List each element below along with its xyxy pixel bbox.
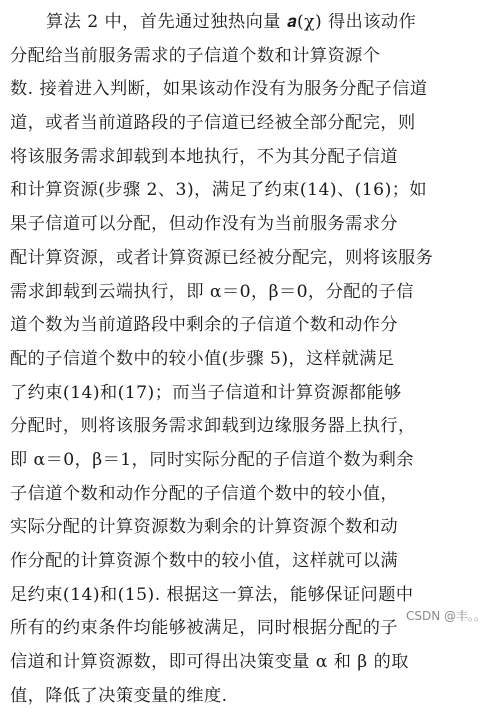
paragraph-line: 了约束(14)和(17)；而当子信道和计算资源都能够 xyxy=(10,382,402,403)
paragraph-line: 道，或者当前道路段的子信道已经被全部分配完，则 xyxy=(10,113,416,134)
paragraph-line: 子信道个数和动作分配的子信道个数中的较小值， xyxy=(10,483,399,504)
paragraph-line: 配计算资源，或者计算资源已经被分配完，则将该服务 xyxy=(10,247,434,268)
paragraph-line: 分配给当前服务需求的子信道个数和计算资源个 xyxy=(10,45,381,66)
paragraph-line: 和计算资源(步骤 2、3)，满足了约束(14)、(16)；如 xyxy=(10,180,427,201)
paragraph-line: 分配时，则将该服务需求卸载到边缘服务器上执行， xyxy=(10,416,416,437)
paragraph-line: 即 α＝0，β＝1，同时实际分配的子信道个数为剩余 xyxy=(10,449,414,470)
paragraph-line: 果子信道可以分配，但动作没有为当前服务需求分 xyxy=(10,214,399,235)
paragraph-line: 足约束(14)和(15). 根据这一算法，能够保证问题中 xyxy=(10,584,414,605)
paragraph-line: 值，降低了决策变量的维度. xyxy=(10,685,228,706)
paragraph-line: 道个数为当前道路段中剩余的子信道个数和动作分 xyxy=(10,315,399,336)
paragraph-line: 算法 2 中，首先通过独热向量 𝒂(χ) 得出该动作 xyxy=(46,12,417,32)
paragraph-line: 数. 接着进入判断，如果该动作没有为服务分配子信道 xyxy=(10,79,428,100)
paragraph-line: 信道和计算资源数，即可得出决策变量 α 和 β 的取 xyxy=(10,652,409,673)
csdn-watermark: CSDN @丰。。 xyxy=(405,609,486,623)
paragraph-line: 所有的约束条件均能够被满足，同时根据分配的子 xyxy=(10,618,399,639)
paragraph-line: 将该服务需求卸载到本地执行，不为其分配子信道 xyxy=(10,146,399,167)
paragraph-line: 实际分配的计算资源数为剩余的计算资源个数和动 xyxy=(10,517,399,538)
paragraph-line: 需求卸载到云端执行，即 α＝0，β＝0，分配的子信 xyxy=(10,281,414,302)
paragraph-line: 配的子信道个数中的较小值(步骤 5)，这样就满足 xyxy=(10,348,395,369)
paragraph-line: 作分配的计算资源个数中的较小值，这样就可以满 xyxy=(10,551,399,571)
